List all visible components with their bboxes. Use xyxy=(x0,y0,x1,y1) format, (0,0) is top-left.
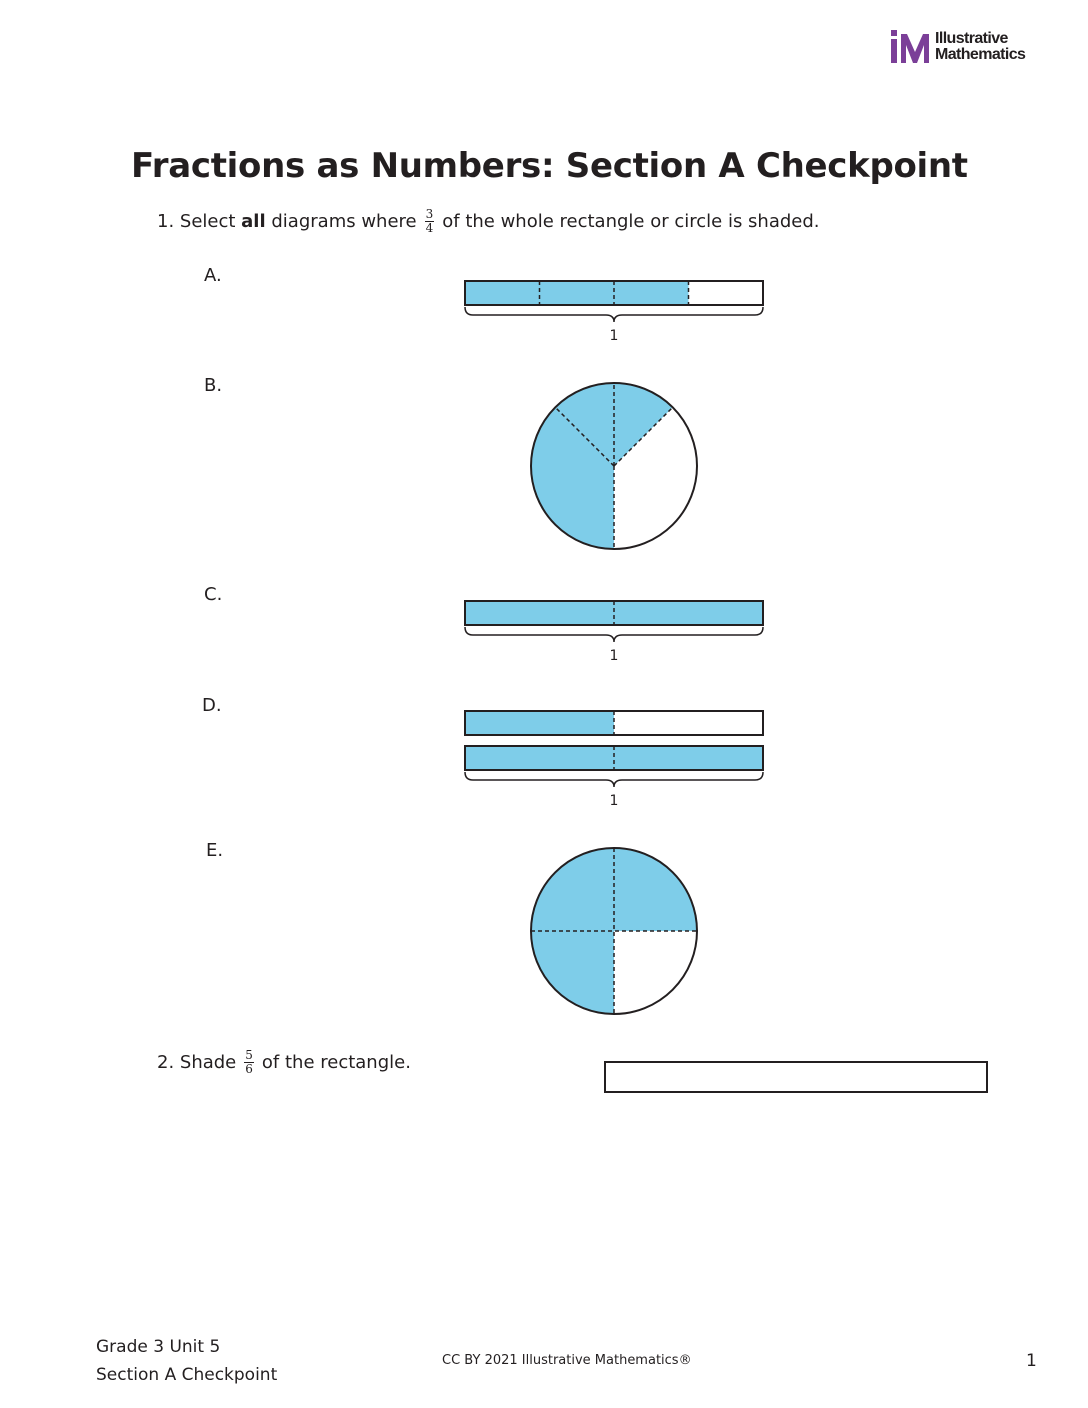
option-a-whole-label: 1 xyxy=(609,328,619,344)
fraction-numerator: 5 xyxy=(245,1048,253,1062)
question-2-suffix: of the rectangle. xyxy=(261,1051,411,1073)
option-d-label[interactable]: D. xyxy=(202,695,222,716)
question-1-suffix: of the whole rectangle or circle is shaded. xyxy=(442,210,820,232)
im-logo-icon xyxy=(888,30,930,66)
question-1-fraction xyxy=(425,208,435,235)
question-1-middle: diagrams where xyxy=(265,210,417,232)
fraction-numerator: 3 xyxy=(425,207,434,221)
illustrative-mathematics-logo xyxy=(888,30,1048,70)
question-2-prompt xyxy=(157,1049,411,1076)
page-title: Fractions as Numbers: Section A Checkpoint xyxy=(131,146,968,186)
question-2-fraction xyxy=(244,1049,254,1076)
option-d-double-bar-diagram[interactable] xyxy=(460,706,770,814)
option-c-bar-diagram[interactable] xyxy=(460,596,770,668)
option-e-label[interactable]: E. xyxy=(206,840,224,861)
option-c-whole-label: 1 xyxy=(609,648,619,664)
footer-grade-unit: Grade 3 Unit 5 xyxy=(96,1337,221,1357)
logo-line-1: Illustrative xyxy=(935,30,1008,47)
option-d-whole-label: 1 xyxy=(609,793,619,809)
option-e-circle-diagram[interactable] xyxy=(526,843,702,1019)
question-1-emphasis: all xyxy=(241,210,266,232)
fraction-denominator: 6 xyxy=(245,1062,253,1076)
question-1-prompt xyxy=(157,208,820,235)
option-b-label[interactable]: B. xyxy=(204,375,223,396)
logo-line-2: Mathematics xyxy=(935,46,1026,63)
footer-section: Section A Checkpoint xyxy=(96,1365,278,1385)
option-a-bar-diagram[interactable] xyxy=(460,276,770,348)
option-c-label[interactable]: C. xyxy=(204,584,223,605)
option-b-circle-diagram[interactable] xyxy=(526,378,702,554)
option-a-label[interactable]: A. xyxy=(204,265,222,286)
question-2-prefix: 2. Shade xyxy=(157,1051,237,1073)
footer-copyright: CC BY 2021 Illustrative Mathematics® xyxy=(442,1353,692,1368)
page-number: 1 xyxy=(1026,1351,1037,1371)
shade-rectangle-answer-box[interactable] xyxy=(604,1061,988,1093)
question-1-prefix: 1. Select xyxy=(157,210,242,232)
fraction-denominator: 4 xyxy=(425,221,434,235)
